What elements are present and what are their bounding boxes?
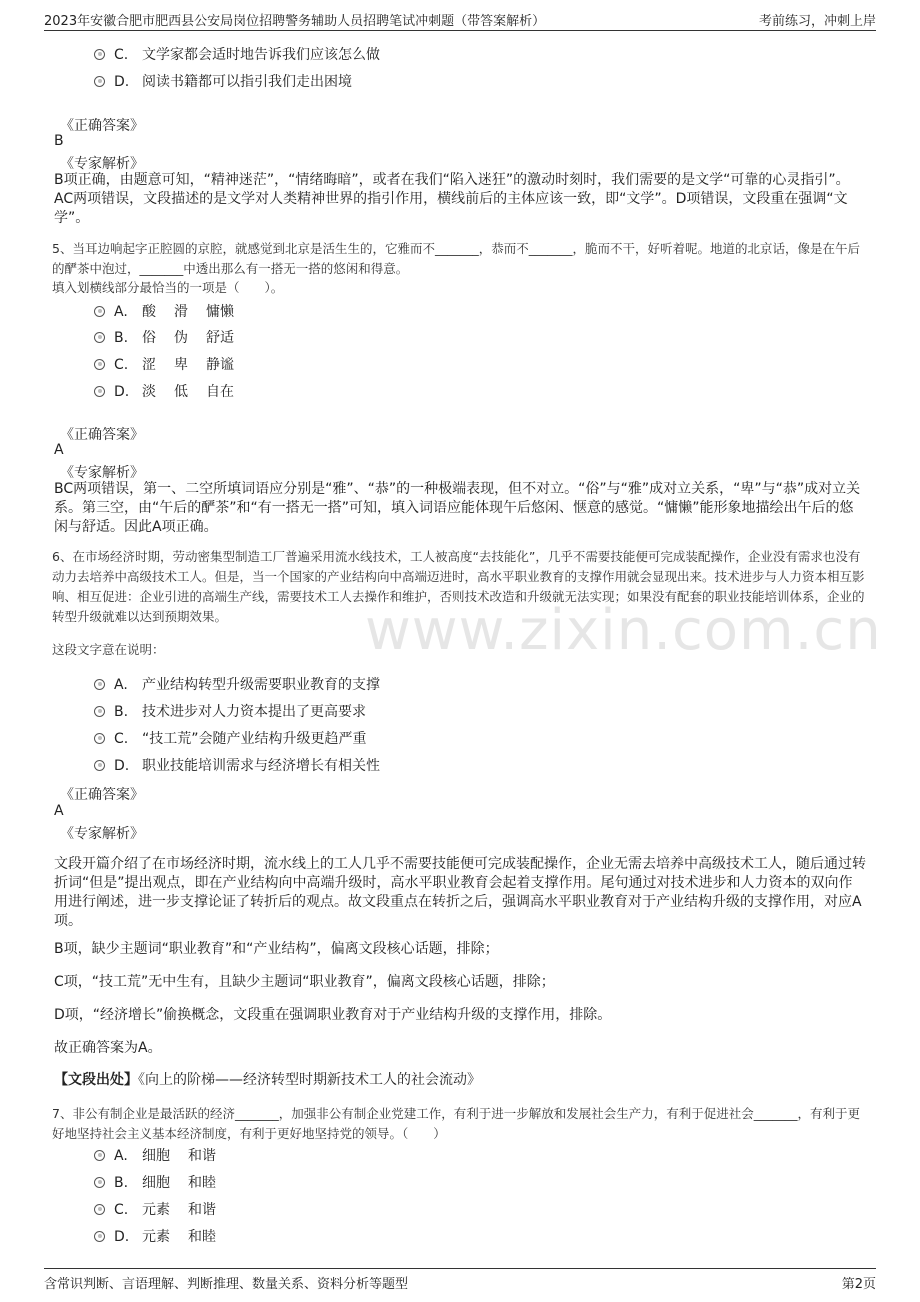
option-letter: B.	[114, 704, 129, 720]
source-title: 《向上的阶梯——经济转型时期新技术工人的社会流动》	[138, 1072, 481, 1088]
option-letter: C.	[114, 47, 129, 63]
option-word: 元素	[142, 1229, 170, 1245]
q6-option-d[interactable]	[94, 755, 380, 777]
radio-icon[interactable]	[94, 76, 105, 87]
q4-analysis-label: 《专家解析》	[60, 156, 144, 172]
q5-answer-label: 《正确答案》	[60, 427, 144, 443]
q6-option-a[interactable]	[94, 674, 380, 696]
radio-icon[interactable]	[94, 49, 105, 60]
q6-analysis-label: 《专家解析》	[60, 826, 144, 842]
radio-icon[interactable]	[94, 679, 105, 690]
option-word: 舒适	[206, 330, 234, 346]
option-letter: A.	[114, 677, 128, 693]
option-word: 酸	[142, 304, 156, 320]
q6-option-b[interactable]	[94, 701, 366, 723]
option-letter: D.	[114, 74, 130, 90]
option-word: 细胞	[142, 1175, 170, 1191]
q6-answer-label: 《正确答案》	[60, 787, 144, 803]
option-word: 卑	[174, 357, 188, 373]
option-text: 阅读书籍都可以指引我们走出困境	[142, 74, 352, 90]
option-word: 细胞	[142, 1148, 170, 1164]
q6-conclusion: 故正确答案为A。	[54, 1040, 162, 1056]
q5-analysis-label: 《专家解析》	[60, 465, 144, 481]
option-word: 慵懒	[206, 304, 234, 320]
q4-answer-label: 《正确答案》	[60, 118, 144, 134]
radio-icon[interactable]	[94, 760, 105, 771]
radio-icon[interactable]	[94, 332, 105, 343]
option-letter: A.	[114, 304, 128, 320]
radio-icon[interactable]	[94, 1231, 105, 1242]
q6-analysis-d: D项，“经济增长”偷换概念，文段重在强调职业教育对于产业结构升级的支撑作用，排除。	[54, 1007, 612, 1023]
option-word: 静谧	[206, 357, 234, 373]
radio-icon[interactable]	[94, 359, 105, 370]
option-word: 和谐	[188, 1148, 216, 1164]
option-text: 产业结构转型升级需要职业教育的支撑	[142, 677, 380, 693]
header-slogan: 考前练习，冲刺上岸	[758, 14, 876, 29]
option-word: 涩	[142, 357, 156, 373]
q6-analysis-b: B项，缺少主题词“职业教育”和“产业结构”，偏离文段核心话题，排除；	[54, 941, 499, 957]
page-footer	[44, 1268, 876, 1293]
source-label: 【文段出处】	[54, 1072, 138, 1088]
option-letter: D.	[114, 1229, 130, 1245]
radio-icon[interactable]	[94, 706, 105, 717]
radio-icon[interactable]	[94, 1150, 105, 1161]
q6-source	[54, 1071, 866, 1090]
page-number: 第2页	[841, 1277, 876, 1292]
q5-option-b[interactable]	[94, 327, 234, 349]
option-letter: B.	[114, 1175, 129, 1191]
option-word: 滑	[174, 304, 188, 320]
option-word: 和睦	[188, 1175, 216, 1191]
q4-analysis: B项正确，由题意可知，“精神迷茫”，“情绪晦暗”，或者在我们“陷入迷狂”的激动时刻时，我们需要的是文学“可靠的心灵指引”。AC两项错误，文段描述的是文学对人类精神世界的指引作用，横线前后的主体应该一致，即“文学”。D项错误，文段重在强调“文学”。	[54, 172, 850, 226]
q5-stem: 5、当耳边响起字正腔圆的京腔，就感觉到北京是活生生的，它雅而不_______，恭而不_______，脆而不干，好听着呢。地道的北京话，像是在午后的酽茶中泡过，_______中透出那么有一搭无一搭的悠闲和得意。	[52, 241, 860, 276]
option-word: 和睦	[188, 1229, 216, 1245]
q7-option-d[interactable]	[94, 1226, 216, 1248]
option-word: 俗	[142, 330, 156, 346]
option-word: 淡	[142, 384, 156, 400]
option-text: 技术进步对人力资本提出了更高要求	[142, 704, 366, 720]
q5-answer: A	[54, 442, 64, 458]
q4-option-d[interactable]	[94, 71, 352, 93]
q4-option-c[interactable]	[94, 44, 380, 66]
q5-analysis: BC两项错误，第一、二空所填词语应分别是“雅”、“恭”的一种极端表现，但不对立。“俗”与“雅”成对立关系，“卑”与“恭”成对立关系。第三空，由“午后的酽茶”和“有一搭无一搭”可知，填入词语应能体现午后悠闲、惬意的感觉。“慵懒”能形象地描绘出午后的悠闲与舒适。因此A项正确。	[54, 481, 861, 535]
option-letter: D.	[114, 384, 130, 400]
option-text: “技工荒”会随产业结构升级更趋严重	[142, 731, 367, 747]
q6-analysis-c: C项，“技工荒”无中生有，且缺少主题词“职业教育”，偏离文段核心话题，排除；	[54, 974, 555, 990]
q6-analysis-main: 文段开篇介绍了在市场经济时期，流水线上的工人几乎不需要技能便可完成装配操作，企业无需去培养中高级技术工人，随后通过转折词“但是”提出观点，即在产业结构向中高端升级时，高水平职业教育会起着支撑作用。尾句通过对技术进步和人力资本的双向作用进行阐述，进一步支撑论证了转折后的观点。故文段重点在转折之后，强调高水平职业教育对于产业结构升级的支撑作用，对应A项。	[54, 856, 866, 929]
radio-icon[interactable]	[94, 306, 105, 317]
q6-stem: 6、在市场经济时期，劳动密集型制造工厂普遍采用流水线技术，工人被高度“去技能化”，几乎不需要技能便可完成装配操作，企业没有需求也没有动力去培养中高级技术工人。但是，当一个国家的产业结构向中高端迈进时，高水平职业教育的支撑作用就会显现出来。技术进步与人力资本相互影响、相互促进：企业引进的高端生产线，需要技术工人去操作和维护，否则技术改造和升级就无法实现；如果没有配套的职业技能培训体系，企业的转型升级就难以达到预期效果。	[52, 549, 865, 624]
radio-icon[interactable]	[94, 1177, 105, 1188]
option-letter: A.	[114, 1148, 128, 1164]
q4-answer: B	[54, 133, 64, 149]
option-word: 低	[174, 384, 188, 400]
option-text: 文学家都会适时地告诉我们应该怎么做	[142, 47, 380, 63]
q7-option-c[interactable]	[94, 1199, 216, 1221]
option-word: 自在	[206, 384, 234, 400]
radio-icon[interactable]	[94, 386, 105, 397]
q7-stem: 7、非公有制企业是最活跃的经济_______，加强非公有制企业党建工作，有利于进一步解放和发展社会生产力，有利于促进社会_______，有利于更好地坚持社会主义基本经济制度，有利于更好地坚持党的领导。（ ）	[52, 1106, 860, 1141]
q6-answer: A	[54, 803, 64, 819]
q7-option-a[interactable]	[94, 1145, 216, 1167]
radio-icon[interactable]	[94, 733, 105, 744]
option-letter: C.	[114, 731, 129, 747]
option-letter: D.	[114, 758, 130, 774]
footer-note: 含常识判断、言语理解、判断推理、数量关系、资料分析等题型	[44, 1277, 409, 1292]
page-header	[44, 8, 876, 31]
watermark: www.zixin.com.cn	[365, 598, 882, 663]
option-text: 职业技能培训需求与经济增长有相关性	[142, 758, 380, 774]
q5-option-a[interactable]	[94, 301, 234, 323]
q7-option-b[interactable]	[94, 1172, 216, 1194]
q6-prompt: 这段文字意在说明：	[52, 642, 165, 657]
option-letter: B.	[114, 330, 129, 346]
option-word: 伪	[174, 330, 188, 346]
radio-icon[interactable]	[94, 1204, 105, 1215]
q5-option-c[interactable]	[94, 354, 234, 376]
q5-prompt: 填入划横线部分最恰当的一项是（ ）。	[52, 280, 284, 295]
q5-option-d[interactable]	[94, 381, 234, 403]
option-word: 元素	[142, 1202, 170, 1218]
option-letter: C.	[114, 357, 129, 373]
option-letter: C.	[114, 1202, 129, 1218]
option-word: 和谐	[188, 1202, 216, 1218]
q6-option-c[interactable]	[94, 728, 367, 750]
document-title: 2023年安徽合肥市肥西县公安局岗位招聘警务辅助人员招聘笔试冲刺题（带答案解析）	[44, 14, 546, 29]
